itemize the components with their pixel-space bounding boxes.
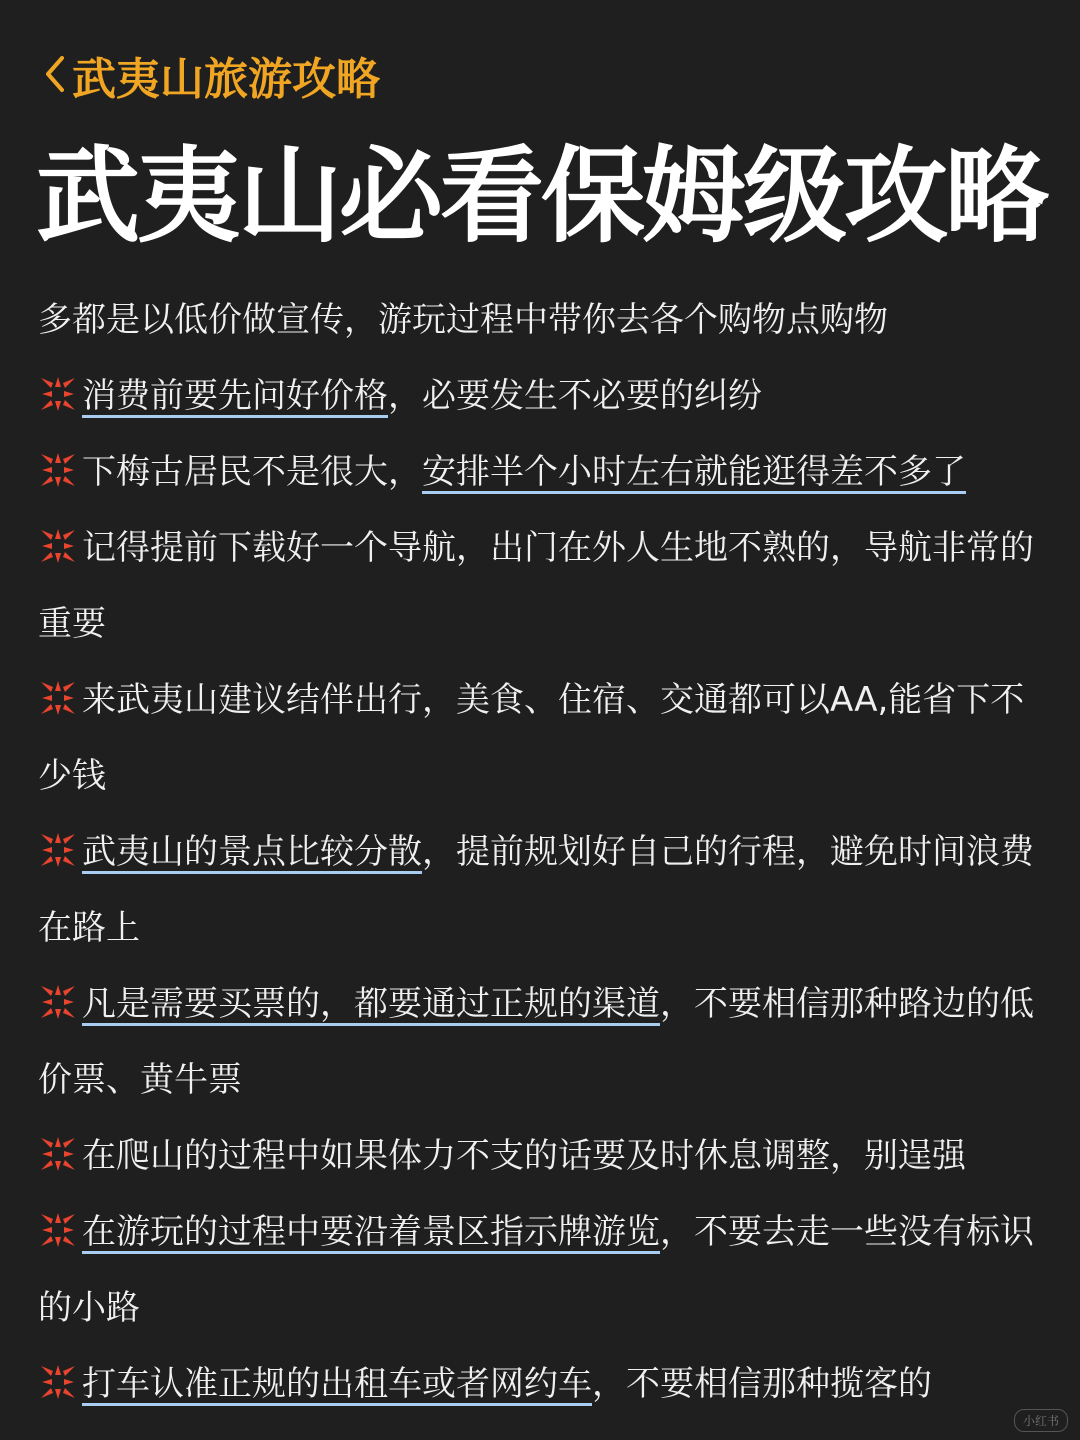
tip-item	[38, 1118, 1048, 1194]
chevron-left-icon	[42, 50, 68, 110]
anger-symbol-icon	[38, 973, 78, 1013]
anger-symbol-icon	[38, 669, 78, 709]
tip-text: 在爬山的过程中如果体力不支的话要及时休息调整，别逞强	[82, 1136, 966, 1176]
tip-text: ，必要发生不必要的纠纷	[388, 376, 762, 416]
tip-highlight: 打车认准正规的出租车或者网约车	[82, 1364, 592, 1404]
back-link[interactable]	[42, 50, 380, 110]
back-label: 武夷山旅游攻略	[72, 54, 380, 105]
anger-symbol-icon	[38, 1201, 78, 1241]
anger-symbol-icon	[38, 1353, 78, 1393]
tip-highlight: 武夷山的景点比较分散	[82, 832, 422, 872]
watermark-badge: 小红书	[1014, 1409, 1068, 1432]
tip-item	[38, 966, 1048, 1118]
tip-item	[38, 510, 1048, 662]
tip-highlight: 凡是需要买票的，都要通过正规的渠道	[82, 984, 660, 1024]
tip-item	[38, 434, 1048, 510]
tip-highlight: 消费前要先问好价格	[82, 376, 388, 416]
tip-highlight: 在游玩的过程中要沿着景区指示牌游览	[82, 1212, 660, 1252]
tip-item	[38, 358, 1048, 434]
article-body	[38, 282, 1048, 1422]
tip-text: ，不要相信那种揽客的	[592, 1364, 932, 1404]
tip-highlight: 安排半个小时左右就能逛得差不多了	[422, 452, 966, 492]
tips-list	[38, 358, 1048, 1422]
page-title: 武夷山必看保姆级攻略	[36, 135, 1047, 257]
anger-symbol-icon	[38, 441, 78, 481]
anger-symbol-icon	[38, 517, 78, 557]
tip-item	[38, 814, 1048, 966]
tip-item	[38, 662, 1048, 814]
anger-symbol-icon	[38, 821, 78, 861]
tip-text: 来武夷山建议结伴出行，美食、住宿、交通都可以AA,能省下不少钱	[38, 680, 1025, 796]
intro-text: 多都是以低价做宣传，游玩过程中带你去各个购物点购物	[38, 300, 888, 340]
tip-item	[38, 1346, 1048, 1422]
tip-text: 记得提前下载好一个导航，出门在外人生地不熟的，导航非常的重要	[38, 528, 1034, 644]
anger-symbol-icon	[38, 1125, 78, 1165]
tip-item	[38, 1194, 1048, 1346]
tip-text: ，提前规划好自己的行程，避免时间浪费在路上	[38, 832, 1034, 948]
tip-text: ，不要去走一些没有标识的小路	[38, 1212, 1034, 1328]
tip-text: ，不要相信那种路边的低价票、黄牛票	[38, 984, 1034, 1100]
tip-text: 下梅古居民不是很大，	[82, 452, 422, 492]
anger-symbol-icon	[38, 365, 78, 405]
